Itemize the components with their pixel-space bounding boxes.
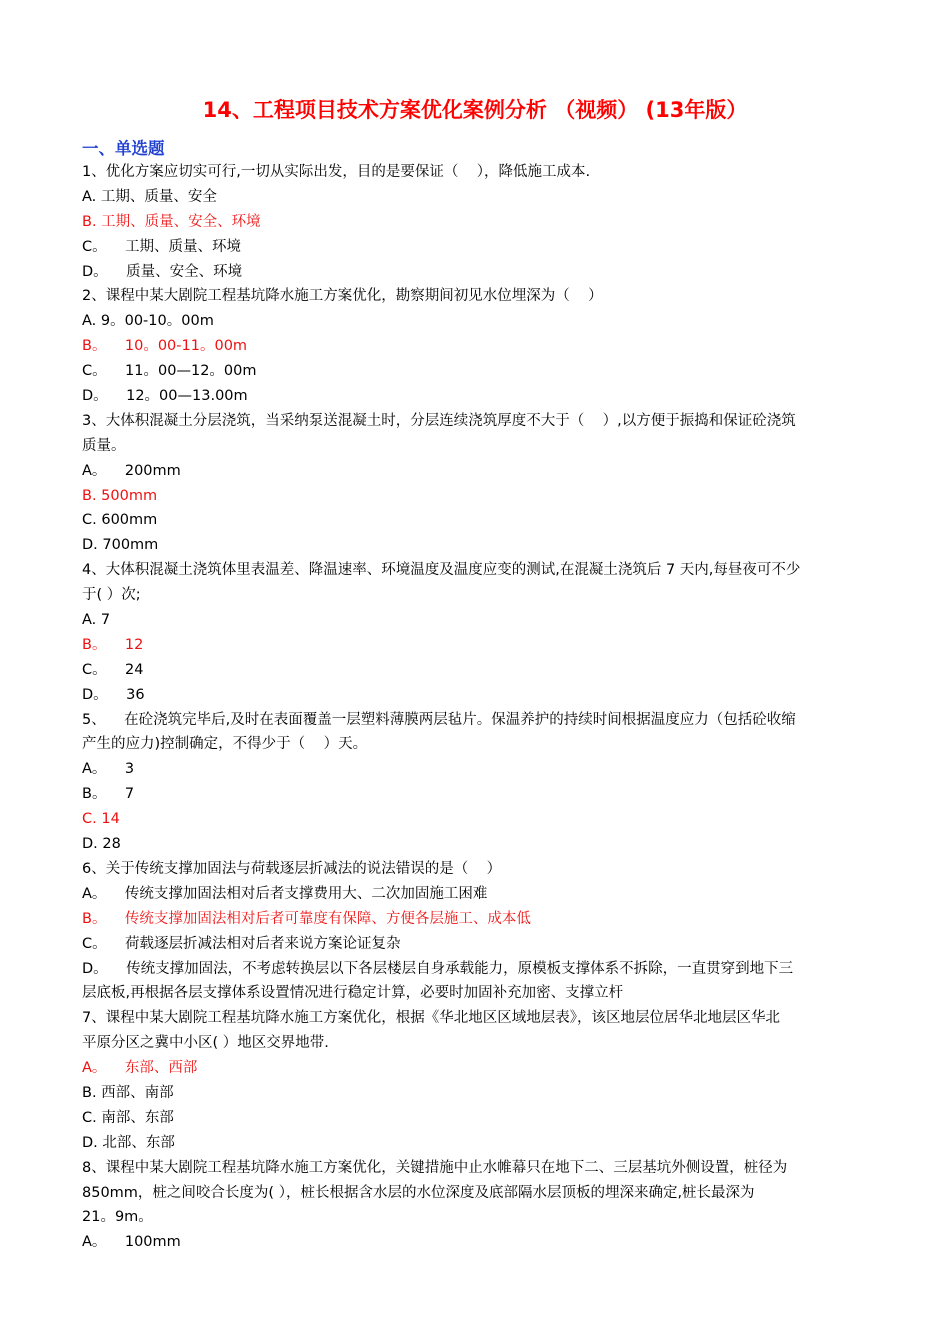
text-line: A. 7 [82,612,111,629]
text-line: 4、大体积混凝土浇筑体里表温差、降温速率、环境温度及温度应变的测试,在混凝土浇筑后 7 天内,每昼夜可不少 [82,562,801,579]
text-line: C。 工期、质量、环境 [82,238,242,255]
text-line: A。 200mm [82,462,181,479]
text-line: 6、关于传统支撑加固法与荷载逐层折减法的说法错误的是（ ） [82,860,502,877]
text-line: 3、大体积混凝土分层浇筑，当采纳泵送混凝土时，分层连续浇筑厚度不大于（ ）,以方便于振捣和保证砼浇筑 [82,412,796,429]
question-list [82,160,882,1255]
text-line: 平原分区之冀中小区( ）地区交界地带. [82,1035,329,1052]
text-line: B。 7 [82,786,135,803]
text-line: C. 南部、东部 [82,1109,174,1126]
text-line: A。 100mm [82,1234,181,1251]
text-line: A。 传统支撑加固法相对后者支撑费用大、二次加固施工困难 [82,885,488,902]
text-line: 5、 在砼浇筑完毕后,及时在表面覆盖一层塑料薄膜两层毡片。保温养护的持续时间根据温度应力（包括砼收缩 [82,711,796,728]
text-line: A. 工期、质量、安全 [82,188,217,205]
text-line: C。 24 [82,661,144,678]
answer-line: B. 工期、质量、安全、环境 [82,213,261,230]
text-line: 质量。 [82,437,126,454]
answer-line: B。 传统支撑加固法相对后者可靠度有保障、方便各层施工、成本低 [82,910,531,927]
text-line: 2、课程中某大剧院工程基坑降水施工方案优化，勘察期间初见水位埋深为（ ） [82,288,603,305]
text-line: 层底板,再根据各层支撑体系设置情况进行稳定计算，必要时加固补充加密、支撑立杆 [82,985,624,1002]
text-line: 8、课程中某大剧院工程基坑降水施工方案优化，关键措施中止水帷幕只在地下二、三层基坑外侧设置，桩径为 [82,1159,788,1176]
page-title: 14、工程项目技术方案优化案例分析 （视频） (13年版） [202,98,748,122]
answer-line: B. 500mm [82,487,158,504]
text-line: D. 700mm [82,537,159,554]
text-line: B. 西部、南部 [82,1084,174,1101]
text-line: D。 36 [82,686,145,703]
answer-line: A。 东部、西部 [82,1060,198,1077]
text-line: A. 9。00-10。00m [82,313,214,330]
text-line: 于( ）次; [82,587,141,604]
section-heading: 一、单选题 [82,139,165,158]
text-line: C。 荷载逐层折减法相对后者来说方案论证复杂 [82,935,401,952]
text-line: D. 28 [82,836,121,853]
answer-line: B。 10。00-11。00m [82,338,248,355]
text-line: 7、课程中某大剧院工程基坑降水施工方案优化，根据《华北地区区域地层表》，该区地层位居华北地层区华北 [82,1010,780,1027]
answer-line: C. 14 [82,811,120,828]
text-line: 850mm，桩之间咬合长度为( ），桩长根据含水层的水位深度及底部隔水层顶板的埋深来确定,桩长最深为 [82,1184,755,1201]
text-line: D. 北部、东部 [82,1134,175,1151]
answer-line: B。 12 [82,636,144,653]
text-line: C. 600mm [82,512,158,529]
text-line: 产生的应力)控制确定，不得少于（ ）天。 [82,736,368,753]
text-line: D。 质量、安全、环境 [82,263,243,280]
text-line: A。 3 [82,761,135,778]
text-line: C。 11。00—12。00m [82,363,257,380]
text-line: 21。9m。 [82,1209,153,1226]
text-line: 1、优化方案应切实可行,一切从实际出发，目的是要保证（ ），降低施工成本. [82,164,591,180]
text-line: D。 传统支撑加固法，不考虑转换层以下各层楼层自身承载能力，原模板支撑体系不拆除，一直贯穿到地下三 [82,960,794,977]
text-line: D。 12。00—13.00m [82,388,248,405]
